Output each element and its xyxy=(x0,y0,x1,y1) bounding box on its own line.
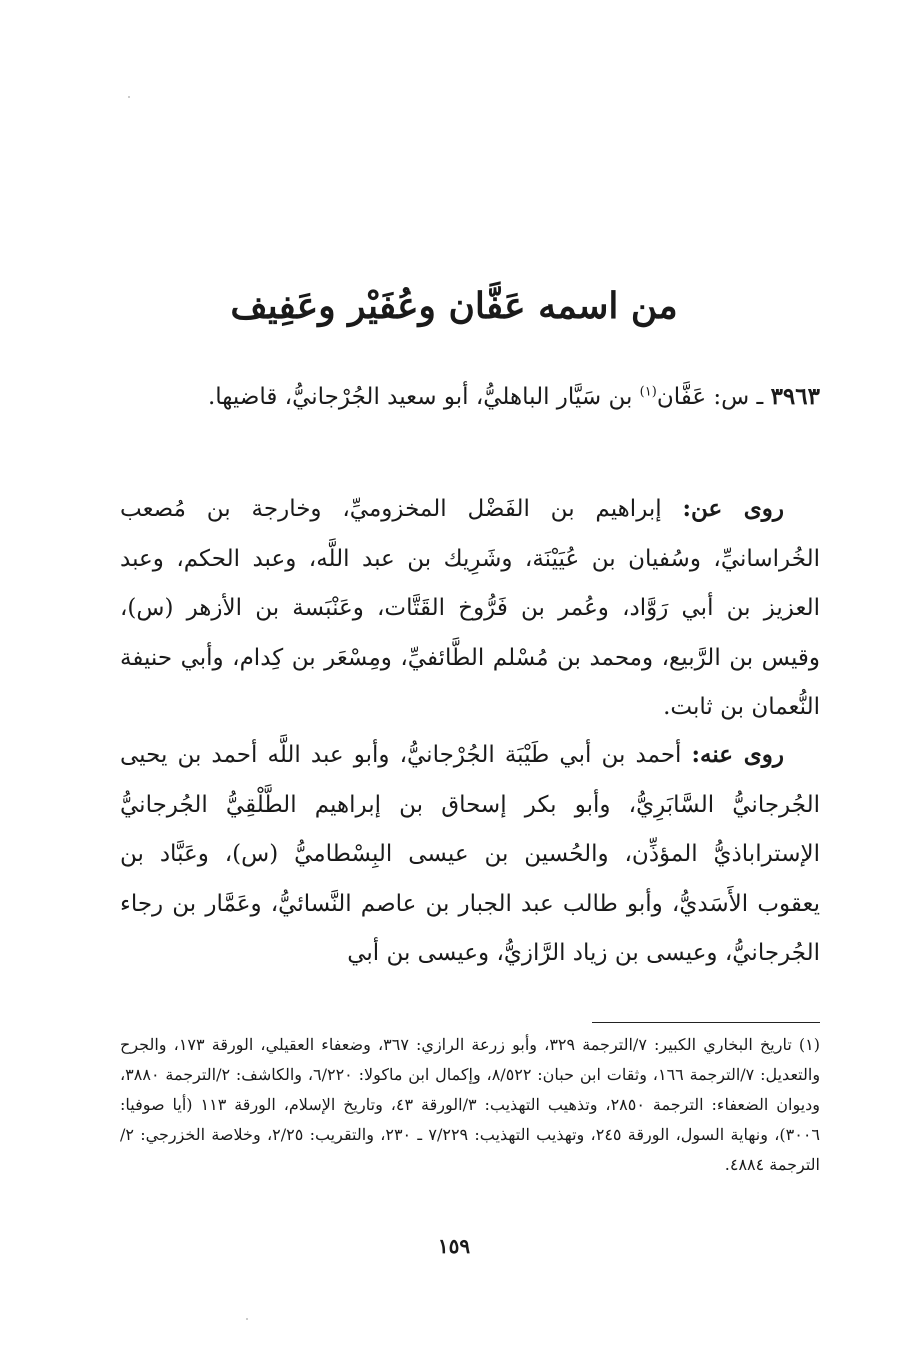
scan-speck xyxy=(246,1318,248,1320)
narrated-by-paragraph xyxy=(120,730,820,979)
scan-speck xyxy=(128,96,130,98)
narrated-from-text: إبراهيم بن الفَضْل المخزوميِّ، وخارجة بن مُصعب الخُراسانيِّ، وسُفيان بن عُيَيْنَة، وشَرِيك بن عبد اللَّه، وعبد الحكم، وعبد العزيز بن أبي رَوَّاد، وعُمر بن فَرُّوخ القَتَّات، وعَنْبَسة بن الأزهر (س)، وقيس بن الرَّبيع، ومحمد بن مُسْلم الطَّائفيِّ، ومِسْعَر بن كِدام، وأبي حنيفة النُّعمان بن ثابت. xyxy=(120,496,820,720)
footnote-separator xyxy=(592,1022,820,1023)
footnote-reference[interactable]: (١) xyxy=(639,384,657,400)
entry-header xyxy=(120,372,820,423)
narrated-from-paragraph xyxy=(120,484,820,733)
page-number: ١٥٩ xyxy=(437,1234,471,1258)
narrated-by-text: أحمد بن أبي طَيْبَة الجُرْجانيُّ، وأبو عبد اللَّه أحمد بن يحيى الجُرجانيُّ السَّابَرِيُّ، وأبو بكر إسحاق بن إبراهيم الطَّلْقِيُّ الجُرجانيُّ الإستراباذيُّ المؤذِّن، والحُسين بن عيسى البِسْطاميُّ (س)، وعَبَّاد بن يعقوب الأَسَديُّ، وأبو طالب عبد الجبار بن عاصم النَّسائيُّ، وعَمَّار بن رجاء الجُرجانيُّ، وعيسى بن زياد الرَّازيُّ، وعيسى بن أبي xyxy=(120,742,820,966)
entry-lineage-text: بن سَيَّار الباهليُّ، أبو سعيد الجُرْجانيُّ، قاضيها. xyxy=(207,384,640,410)
narrated-by-label: روى عنه: xyxy=(691,741,784,768)
entry-number: ٣٩٦٣ xyxy=(770,383,820,410)
narrated-from-label: روى عن: xyxy=(682,495,785,522)
section-title: من اسمه عَفَّان وعُفَيْر وعَفِيف xyxy=(230,285,678,327)
entry-name-text: ـ س: عَفَّان xyxy=(656,384,771,410)
footnotes xyxy=(120,1030,820,1180)
footnote-1: (١) تاريخ البخاري الكبير: ٧/الترجمة ٣٢٩، وأبو زرعة الرازي: ٣٦٧، وضعفاء العقيلي، الورقة ١٧٣، والجرح والتعديل: ٧/الترجمة ١٦٦، وثقات ابن حبان: ٨/٥٢٢، وإكمال ابن ماكولا: ٦/٢٢٠، والكاشف: ٢/الترجمة ٣٨٨٠، وديوان الضعفاء: الترجمة ٢٨٥٠، وتذهيب التهذيب: ٣/الورقة ٤٣، وتاريخ الإسلام، الورقة ١١٣ (أيا صوفيا: ٣٠٠٦)، ونهاية السول، الورقة ٢٤٥، وتهذيب التهذيب: ٧/٢٢٩ ـ ٢٣٠، والتقريب: ٢/٢٥، وخلاصة الخزرجي: ٢/الترجمة ٤٨٨٤. xyxy=(120,1035,821,1174)
